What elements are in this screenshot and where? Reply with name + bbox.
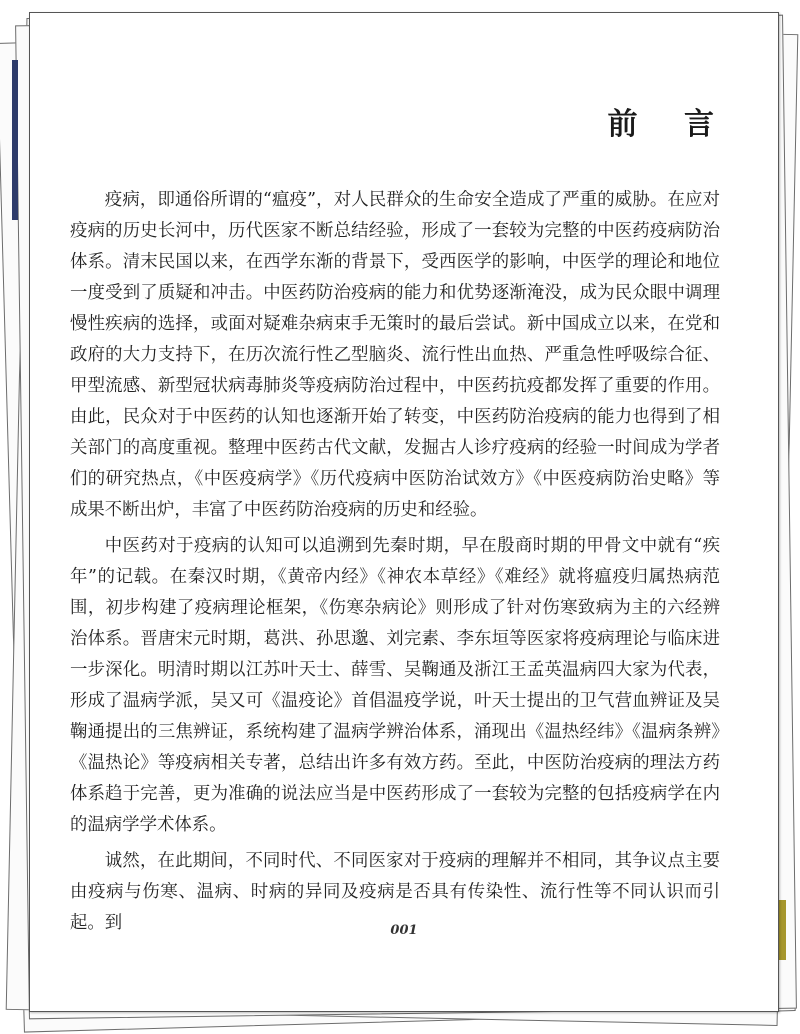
page-title: 前 言 bbox=[607, 107, 732, 142]
cover-edge bbox=[778, 900, 786, 960]
page-number: 001 bbox=[390, 923, 418, 938]
paragraph-3: 诚然，在此期间，不同时代、不同医家对于疫病的理解并不相同，其争议点主要由疫病与伤寒、温病、时病的异同及疫病是否具有传染性、流行性等不同认识而引起。到 bbox=[70, 851, 720, 933]
cover-edge bbox=[12, 60, 18, 220]
paragraph-1: 疫病，即通俗所谓的“瘟疫”，对人民群众的生命安全造成了严重的威胁。在应对疫病的历史长河中，历代医家不断总结经验，形成了一套较为完整的中医药疫病防治体系。清末民国以来，在西学东渐的背景下，受西医学的影响，中医学的理论和地位一度受到了质疑和冲击。中医药防治疫病的能力和优势逐渐淹没，成为民众眼中调理慢性疾病的选择，或面对疑难杂病束手无策时的最后尝试。新中国成立以来，在党和政府的大力支持下，在历次流行性乙型脑炎、流行性出血热、严重急性呼吸综合征、甲型流感、新型冠状病毒肺炎等疫病防治过程中，中医药抗疫都发挥了重要的作用。由此，民众对于中医药的认知也逐渐开始了转变，中医药防治疫病的能力也得到了相关部门的高度重视。整理中医药古代文献，发掘古人诊疗疫病的经验一时间成为学者们的研究热点，《中医疫病学》《历代疫病中医防治试效方》《中医疫病防治史略》等成果不断出炉，丰富了中医药防治疫病的历史和经验。 bbox=[70, 190, 720, 520]
body-text bbox=[70, 185, 720, 944]
book-page bbox=[29, 12, 779, 1012]
paragraph-2: 中医药对于疫病的认知可以追溯到先秦时期，早在殷商时期的甲骨文中就有“疾年”的记载。在秦汉时期，《黄帝内经》《神农本草经》《难经》就将瘟疫归属热病范围，初步构建了疫病理论框架，《伤寒杂病论》则形成了针对伤寒致病为主的六经辨治体系。晋唐宋元时期，葛洪、孙思邈、刘完素、李东垣等医家将疫病理论与临床进一步深化。明清时期以江苏叶天士、薛雪、吴鞠通及浙江王孟英温病四大家为代表，形成了温病学派，吴又可《温疫论》首倡温疫学说，叶天士提出的卫气营血辨证及吴鞠通提出的三焦辨证，系统构建了温病学辨治体系，涌现出《温热经纬》《温病条辨》《温热论》等疫病相关专著，总结出许多有效方药。至此，中医防治疫病的理法方药体系趋于完善，更为准确的说法应当是中医药形成了一套较为完整的包括疫病学在内的温病学学术体系。 bbox=[70, 536, 720, 835]
